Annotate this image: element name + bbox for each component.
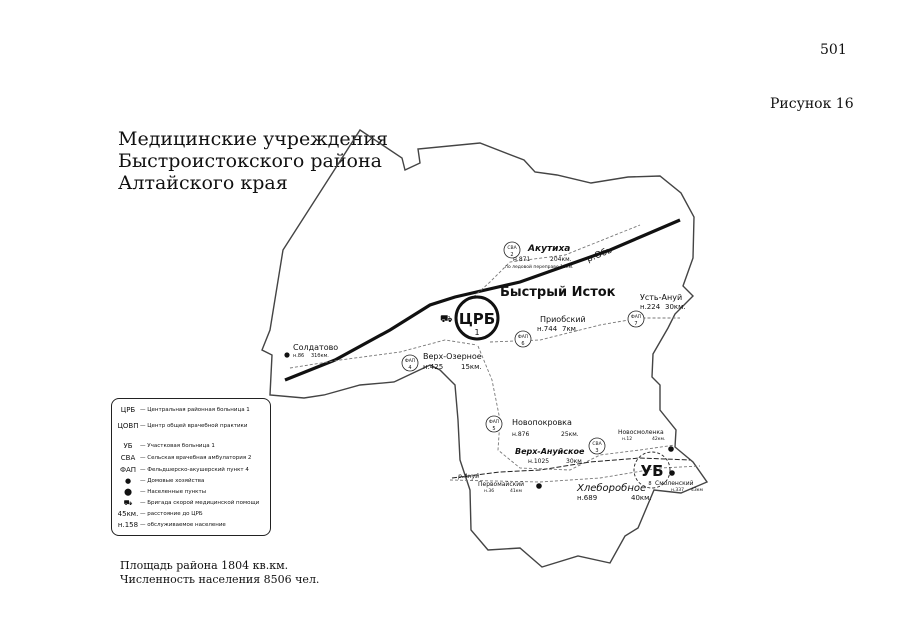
settlement-smolenskiy-pop: н.337 bbox=[671, 488, 684, 493]
settlement-khleborobnoe-pop: н.689 bbox=[577, 494, 598, 502]
facility-verkh-anuiskoe bbox=[589, 438, 605, 454]
settlement-verkh-ozernoe-pop: н.425 bbox=[423, 363, 444, 371]
settlement-soldatovo-pop: н.86 bbox=[293, 353, 305, 359]
facility-ust-anui bbox=[628, 311, 644, 327]
settlement-smolenskiy-name: Смоленский bbox=[655, 480, 694, 487]
facility-novopokrovka-number: 5 bbox=[492, 426, 496, 432]
settlement-novopokrovka-pop: н.876 bbox=[512, 431, 530, 438]
legend-item-households bbox=[116, 476, 204, 486]
settlement-pribskiy-dist: 7км. bbox=[562, 325, 579, 333]
legend-item-population bbox=[116, 520, 226, 530]
legend-item-fap bbox=[116, 465, 249, 475]
facility-novopokrovka-symbol: ФАП bbox=[488, 420, 500, 425]
settlement-novosmolenka-dist: 42км. bbox=[652, 437, 666, 442]
legend-item-households-text: — Домовые хозяйства bbox=[140, 478, 205, 484]
settlement-pribskiy-name: Приобский bbox=[540, 315, 586, 324]
fap-legend-icon: ФАП bbox=[119, 466, 137, 474]
distance-legend-sample: 45км. bbox=[117, 510, 139, 518]
crb-symbol-label: ЦРБ bbox=[458, 310, 496, 328]
settlement-verkh-ozernoe-name: Верх-Озерное bbox=[423, 352, 482, 361]
ub-number: 8 bbox=[648, 481, 652, 487]
settlement-pervomaiskiy-pop: н.36 bbox=[484, 489, 495, 494]
legend-item-sva-text: — Сельская врачебная амбулатория 2 bbox=[140, 455, 252, 461]
sva-legend-icon: СВА bbox=[120, 454, 136, 462]
river-anui-label: р.Ануй bbox=[458, 473, 480, 480]
settlement-novosmolenka-dot bbox=[668, 446, 674, 452]
legend-item-sva bbox=[116, 453, 251, 463]
settlement-smolenskiy-dot bbox=[669, 470, 675, 476]
crb-number: 1 bbox=[474, 328, 480, 337]
map-legend bbox=[111, 398, 271, 536]
facility-verkh-ozernoe bbox=[402, 355, 418, 371]
settlement-verkh-anuiskoe-dist: 30км bbox=[566, 458, 582, 465]
settlement-novopokrovka-name: Новопокровка bbox=[512, 418, 572, 427]
settlement-novosmolenka-pop: н.12 bbox=[622, 437, 633, 442]
settlement-pribskiy-pop: н.744 bbox=[537, 325, 558, 333]
settlement-akutikha-dist: 204км. bbox=[550, 256, 572, 263]
legend-item-crb bbox=[116, 405, 250, 415]
settlement-verkh-ozernoe-dist: 15км. bbox=[461, 363, 482, 371]
settlement-akutikha-name: Акутиха bbox=[528, 244, 571, 254]
settlement-soldatovo-dist: 31бкм. bbox=[311, 353, 329, 359]
settlement-verkh-anuiskoe-pop: н.1025 bbox=[528, 458, 550, 465]
settlement-pervomaiskiy-name: Первомайский bbox=[478, 481, 525, 488]
facility-novopokrovka bbox=[486, 416, 502, 432]
legend-item-tsovp-text: — Центр общей врачебной практики bbox=[140, 423, 248, 429]
settlement-khleborobnoe-dist: 40км. bbox=[631, 494, 652, 502]
population-legend-sample: н.158 bbox=[117, 521, 139, 529]
settlement-novopokrovka-dist: 25км. bbox=[561, 431, 579, 438]
settlement-novosmolenka-name: Новосмоленка bbox=[618, 429, 664, 436]
settlement-bystry-istok-name: Быстрый Исток bbox=[500, 285, 616, 300]
household-dot-icon: ● bbox=[124, 477, 132, 485]
legend-item-ub-text: — Участковая больница 1 bbox=[140, 443, 215, 449]
legend-item-settlements bbox=[116, 487, 206, 497]
facility-verkh-anuiskoe-number: 3 bbox=[595, 448, 599, 454]
ub-symbol-label: УБ bbox=[640, 462, 664, 480]
settlement-soldatovo-dot bbox=[284, 352, 289, 357]
facility-pribskiy-symbol: ФАП bbox=[517, 335, 529, 340]
facility-akutikha-symbol: СВА bbox=[507, 246, 517, 251]
ambulance-icon: ⛟ bbox=[440, 314, 453, 325]
legend-item-ambulance bbox=[116, 498, 259, 508]
district-population: Численность населения 8506 чел. bbox=[120, 573, 320, 586]
legend-item-distance-text: — расстояние до ЦРБ bbox=[140, 511, 203, 517]
crb-marker bbox=[456, 297, 498, 339]
roads bbox=[290, 225, 700, 482]
page-number: 501 bbox=[820, 42, 847, 58]
facility-akutikha-number: 2 bbox=[510, 252, 514, 258]
settlement-ust-anui-dist: 30км. bbox=[665, 303, 686, 311]
facility-verkh-ozernoe-number: 4 bbox=[408, 365, 412, 371]
legend-item-population-text: — обслуживаемое население bbox=[140, 522, 226, 528]
legend-item-distance bbox=[116, 509, 203, 519]
facility-pribskiy-number: 6 bbox=[521, 341, 525, 347]
settlement-ust-anui-name: Усть-Ануй bbox=[640, 293, 683, 302]
settlement-pervomaiskiy-dot bbox=[536, 483, 542, 489]
river-ob-label: р.Обь bbox=[585, 245, 614, 265]
map-title-line-3: Алтайского края bbox=[118, 172, 288, 194]
legend-item-tsovp bbox=[116, 421, 247, 431]
settlement-dot-icon: ⬤ bbox=[124, 488, 132, 496]
crb-legend-icon: ЦРБ bbox=[120, 406, 136, 414]
facility-pribskiy bbox=[515, 331, 531, 347]
legend-item-fap-text: — Фельдшерско-акушерский пункт 4 bbox=[140, 467, 249, 473]
figure-label: Рисунок 16 bbox=[770, 96, 854, 112]
facility-verkh-ozernoe-symbol: ФАП bbox=[404, 359, 416, 364]
settlement-verkh-anuiskoe-name: Верх-Ануйское bbox=[515, 447, 585, 456]
settlement-smolenskiy-dist: 43км bbox=[691, 488, 703, 493]
legend-item-settlements-text: — Населенные пункты bbox=[140, 489, 207, 495]
ambulance-legend-icon: ⛟ bbox=[123, 498, 133, 507]
facility-ust-anui-number: 7 bbox=[634, 321, 638, 327]
ub-legend-icon: УБ bbox=[123, 442, 133, 450]
tsovp-legend-icon: ЦОВП bbox=[117, 422, 139, 430]
settlement-khleborobnoe-name: Хлеборобное bbox=[577, 483, 647, 494]
map-title-line-2: Быстроистокского района bbox=[118, 150, 382, 172]
settlement-soldatovo-name: Солдатово bbox=[293, 343, 339, 352]
settlement-akutikha-pop: н.871 bbox=[513, 256, 531, 263]
legend-item-ub bbox=[116, 441, 215, 451]
legend-item-ambulance-text: — Бригада скорой медицинской помощи bbox=[140, 500, 260, 506]
facility-ust-anui-symbol: ФАП bbox=[630, 315, 642, 320]
facility-verkh-anuiskoe-symbol: СВА bbox=[592, 442, 602, 447]
district-area: Площадь района 1804 кв.км. bbox=[120, 559, 289, 572]
ob-ice-crossing-note: по ледовой переправе 16км. bbox=[505, 265, 574, 270]
legend-item-crb-text: — Центральная районная больница 1 bbox=[140, 407, 250, 413]
settlement-pervomaiskiy-dist: 41км bbox=[510, 489, 522, 494]
settlement-ust-anui-pop: н.224 bbox=[640, 303, 661, 311]
map-title-line-1: Медицинские учреждения bbox=[118, 128, 388, 150]
